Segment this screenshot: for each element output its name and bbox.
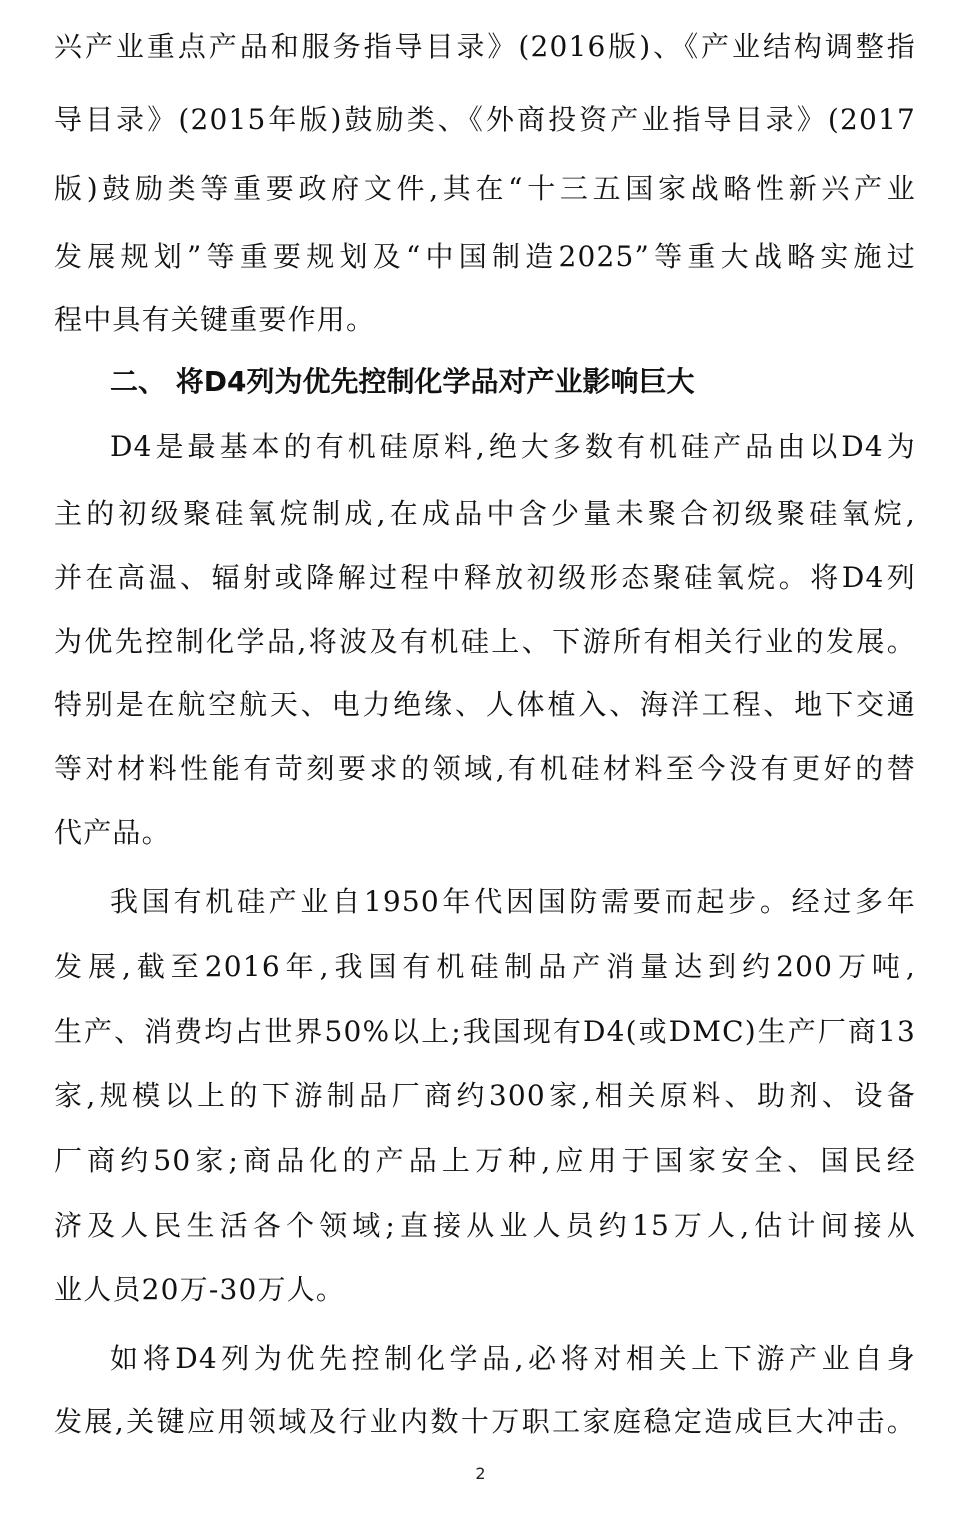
paragraph-1-line-4: 发展规划”等重要规划及“中国制造2025”等重大战略实施过 [54,240,916,273]
section-heading: 二、 将D4列为优先控制化学品对产业影响巨大 [110,365,695,398]
paragraph-3-line-5: 厂商约50家;商品化的产品上万种,应用于国家安全、国民经 [54,1144,916,1177]
paragraph-3-line-1: 我国有机硅产业自1950年代因国防需要而起步。经过多年 [110,885,916,918]
paragraph-2-line-7: 代产品。 [54,816,171,849]
paragraph-2-line-3: 并在高温、辐射或降解过程中释放初级形态聚硅氧烷。将D4列 [54,561,916,594]
paragraph-2-line-4: 为优先控制化学品,将波及有机硅上、下游所有相关行业的发展。 [54,625,916,658]
paragraph-2-line-2: 主的初级聚硅氧烷制成,在成品中含少量未聚合初级聚硅氧烷, [54,497,916,530]
paragraph-2-line-5: 特别是在航空航天、电力绝缘、人体植入、海洋工程、地下交通 [54,688,916,721]
paragraph-1-line-2: 导目录》(2015年版)鼓励类、《外商投资产业指导目录》(2017 [54,103,916,136]
paragraph-1-line-1: 兴产业重点产品和服务指导目录》(2016版)、《产业结构调整指 [54,30,916,63]
paragraph-4-line-1: 如将D4列为优先控制化学品,必将对相关上下游产业自身 [110,1342,916,1375]
paragraph-1-line-5: 程中具有关键重要作用。 [54,303,376,336]
page-number: 2 [475,1464,486,1483]
paragraph-3-line-7: 业人员20万-30万人。 [54,1273,346,1306]
paragraph-3-line-4: 家,规模以上的下游制品厂商约300家,相关原料、助剂、设备 [54,1079,916,1112]
paragraph-4-line-2: 发展,关键应用领域及行业内数十万职工家庭稳定造成巨大冲击。 [54,1405,916,1438]
paragraph-1-line-3: 版)鼓励类等重要政府文件,其在“十三五国家战略性新兴产业 [54,172,916,205]
paragraph-2-line-6: 等对材料性能有苛刻要求的领域,有机硅材料至今没有更好的替 [54,752,916,785]
paragraph-3-line-2: 发展,截至2016年,我国有机硅制品产消量达到约200万吨, [54,950,916,983]
paragraph-3-line-6: 济及人民生活各个领域;直接从业人员约15万人,估计间接从 [54,1209,916,1242]
paragraph-3-line-3: 生产、消费均占世界50%以上;我国现有D4(或DMC)生产厂商13 [54,1015,916,1048]
paragraph-2-line-1: D4是最基本的有机硅原料,绝大多数有机硅产品由以D4为 [110,430,916,463]
